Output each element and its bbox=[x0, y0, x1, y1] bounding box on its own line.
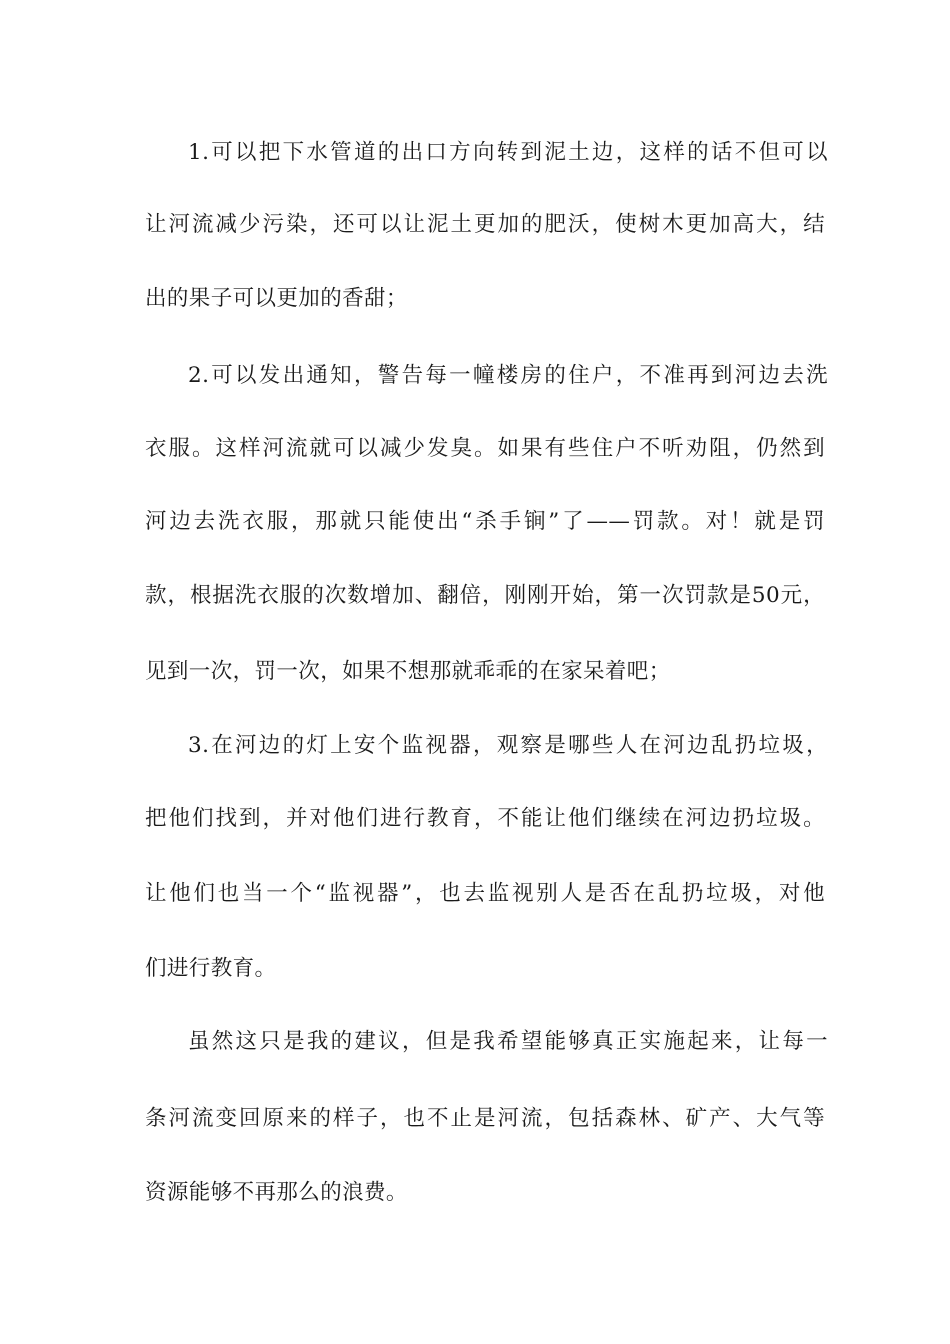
text-line: 让河流减少污染，还可以让泥土更加的肥沃，使树木更加高大，结 bbox=[145, 212, 825, 237]
text-line: 衣服。这样河流就可以减少发臭。如果有些住户不听劝阻，仍然到 bbox=[145, 436, 825, 461]
text-line: 资源能够不再那么的浪费。 bbox=[145, 1180, 408, 1205]
text-line: 把他们找到，并对他们进行教育，不能让他们继续在河边扔垃圾。 bbox=[145, 806, 825, 831]
text-line: 1.可以把下水管道的出口方向转到泥土边，这样的话不但可以 bbox=[188, 140, 828, 165]
text-line: 出的果子可以更加的香甜； bbox=[145, 286, 408, 311]
text-line: 款，根据洗衣服的次数增加、翻倍，刚刚开始，第一次罚款是50元， bbox=[145, 583, 825, 608]
text-line: 见到一次，罚一次，如果不想那就乖乖的在家呆着吧； bbox=[145, 659, 671, 684]
text-line: 河边去洗衣服，那就只能使出“杀手锏”了——罚款。对！就是罚 bbox=[145, 509, 825, 534]
text-line: 条河流变回原来的样子，也不止是河流，包括森林、矿产、大气等 bbox=[145, 1106, 825, 1131]
text-line: 虽然这只是我的建议，但是我希望能够真正实施起来，让每一 bbox=[188, 1029, 828, 1054]
text-line: 2.可以发出通知，警告每一幢楼房的住户，不准再到河边去洗 bbox=[188, 363, 828, 388]
text-line: 让他们也当一个“监视器”，也去监视别人是否在乱扔垃圾，对他 bbox=[145, 881, 825, 906]
text-line: 们进行教育。 bbox=[145, 956, 277, 981]
text-line: 3.在河边的灯上安个监视器，观察是哪些人在河边乱扔垃圾， bbox=[188, 733, 828, 758]
